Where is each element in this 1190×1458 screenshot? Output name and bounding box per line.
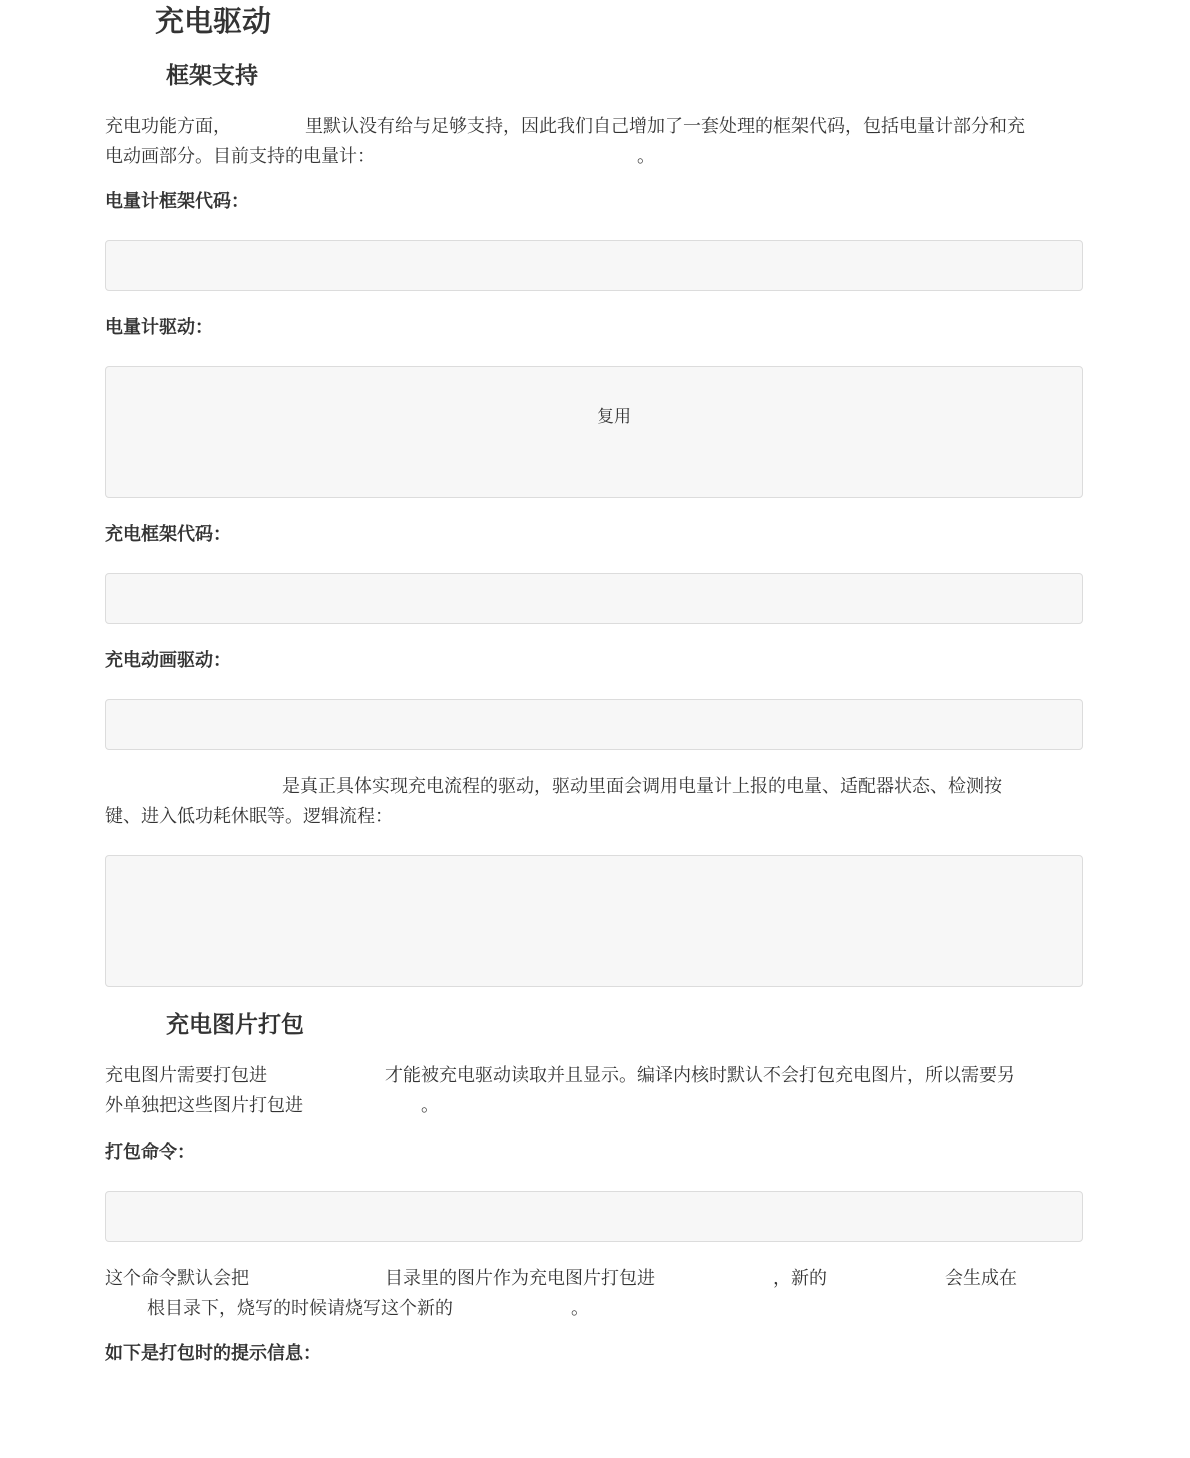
charge-framework-label: 充电框架代码： (105, 524, 231, 545)
logic-flow-code-block (105, 855, 1083, 987)
text-segment: 充电图片需要打包进 (105, 1065, 267, 1086)
text-segment: 里默认没有给与足够支持，因此我们自己增加了一套处理的框架代码，包括电量计部分和充 (305, 116, 1025, 137)
fuel-gauge-framework-code-block (105, 240, 1083, 291)
packaging-command-label: 打包命令： (105, 1142, 195, 1163)
driver-description-paragraph (105, 772, 1090, 832)
fuel-gauge-driver-code-block (105, 366, 1083, 498)
section-heading-packaging: 充电图片打包 (166, 1011, 304, 1038)
text-segment: 。 (571, 1298, 589, 1319)
code-block-text: 复用 (597, 407, 631, 427)
text-segment: ，新的 (773, 1268, 827, 1289)
charge-animation-code-block (105, 699, 1083, 750)
text-segment: 目录里的图片作为充电图片打包进 (385, 1268, 655, 1289)
page-title: 充电驱动 (155, 4, 272, 38)
text-segment: 这个命令默认会把 (105, 1268, 249, 1289)
text-segment: 键、进入低功耗休眠等。逻辑流程： (105, 806, 393, 827)
charge-animation-label: 充电动画驱动： (105, 650, 231, 671)
packaging-intro-paragraph (105, 1061, 1090, 1121)
section-heading-framework: 框架支持 (166, 62, 258, 89)
text-segment: 电动画部分。目前支持的电量计： (105, 146, 375, 167)
packaging-command-code-block (105, 1191, 1083, 1242)
command-description-paragraph (105, 1264, 1090, 1324)
fuel-gauge-driver-label: 电量计驱动： (105, 317, 213, 338)
text-segment: 。 (421, 1095, 439, 1116)
text-segment: 是真正具体实现充电流程的驱动，驱动里面会调用电量计上报的电量、适配器状态、检测按 (282, 776, 1002, 797)
text-segment: 外单独把这些图片打包进 (105, 1095, 303, 1116)
fuel-gauge-framework-label: 电量计框架代码： (105, 191, 249, 212)
text-segment: 会生成在 (945, 1268, 1017, 1289)
text-segment: 才能被充电驱动读取并且显示。编译内核时默认不会打包充电图片，所以需要另 (385, 1065, 1015, 1086)
text-segment: 充电功能方面， (105, 116, 231, 137)
text-segment: 。 (637, 146, 655, 167)
framework-intro-paragraph (105, 112, 1090, 172)
text-segment: 根目录下，烧写的时候请烧写这个新的 (147, 1298, 453, 1319)
packaging-hint-label: 如下是打包时的提示信息： (105, 1343, 321, 1364)
charge-framework-code-block (105, 573, 1083, 624)
